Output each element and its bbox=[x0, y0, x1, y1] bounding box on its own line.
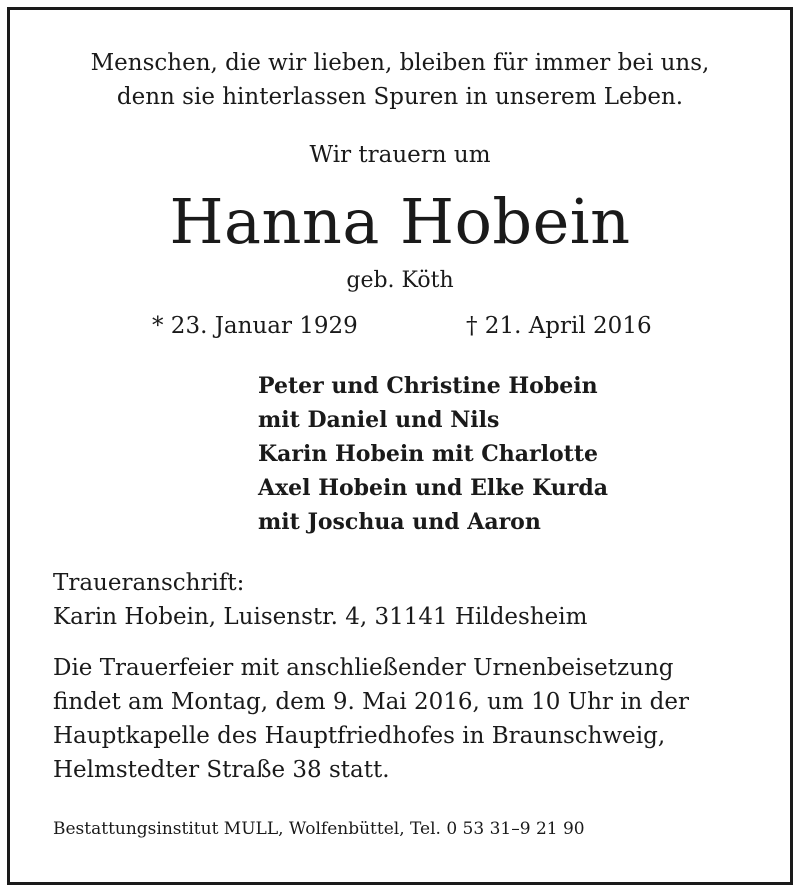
memorial-verse bbox=[0, 46, 800, 114]
mourning-address bbox=[53, 566, 587, 634]
family-list bbox=[258, 369, 608, 539]
family-line: mit Daniel und Nils bbox=[258, 407, 500, 433]
family-line: Peter und Christine Hobein bbox=[258, 373, 598, 399]
birth-date: * 23. Januar 1929 bbox=[152, 313, 358, 339]
address-label: Traueranschrift: bbox=[53, 570, 245, 596]
funeral-details bbox=[53, 651, 689, 787]
mourning-intro: Wir trauern um bbox=[309, 142, 491, 168]
ceremony-line: findet am Montag, dem 9. Mai 2016, um 10 Uhr in der bbox=[53, 689, 690, 715]
funeral-home-footer: Bestattungsinstitut MULL, Wolfenbüttel, Tel. 0 53 31–9 21 90 bbox=[53, 819, 585, 839]
ceremony-line: Helmstedter Straße 38 statt. bbox=[53, 757, 390, 783]
death-date: † 21. April 2016 bbox=[466, 313, 652, 339]
verse-line-2: denn sie hinterlassen Spuren in unserem Leben. bbox=[116, 84, 684, 110]
verse-line-1: Menschen, die wir lieben, bleiben für immer bei uns, bbox=[90, 50, 710, 76]
deceased-name: Hanna Hobein bbox=[169, 185, 631, 258]
address-text: Karin Hobein, Luisenstr. 4, 31141 Hildesheim bbox=[53, 604, 588, 630]
maiden-name: geb. Köth bbox=[346, 268, 454, 293]
family-line: Axel Hobein und Elke Kurda bbox=[258, 475, 608, 501]
ceremony-line: Hauptkapelle des Hauptfriedhofes in Braunschweig, bbox=[53, 723, 666, 749]
family-line: mit Joschua und Aaron bbox=[258, 509, 541, 535]
ceremony-line: Die Trauerfeier mit anschließender Urnenbeisetzung bbox=[53, 655, 674, 681]
family-line: Karin Hobein mit Charlotte bbox=[258, 441, 598, 467]
